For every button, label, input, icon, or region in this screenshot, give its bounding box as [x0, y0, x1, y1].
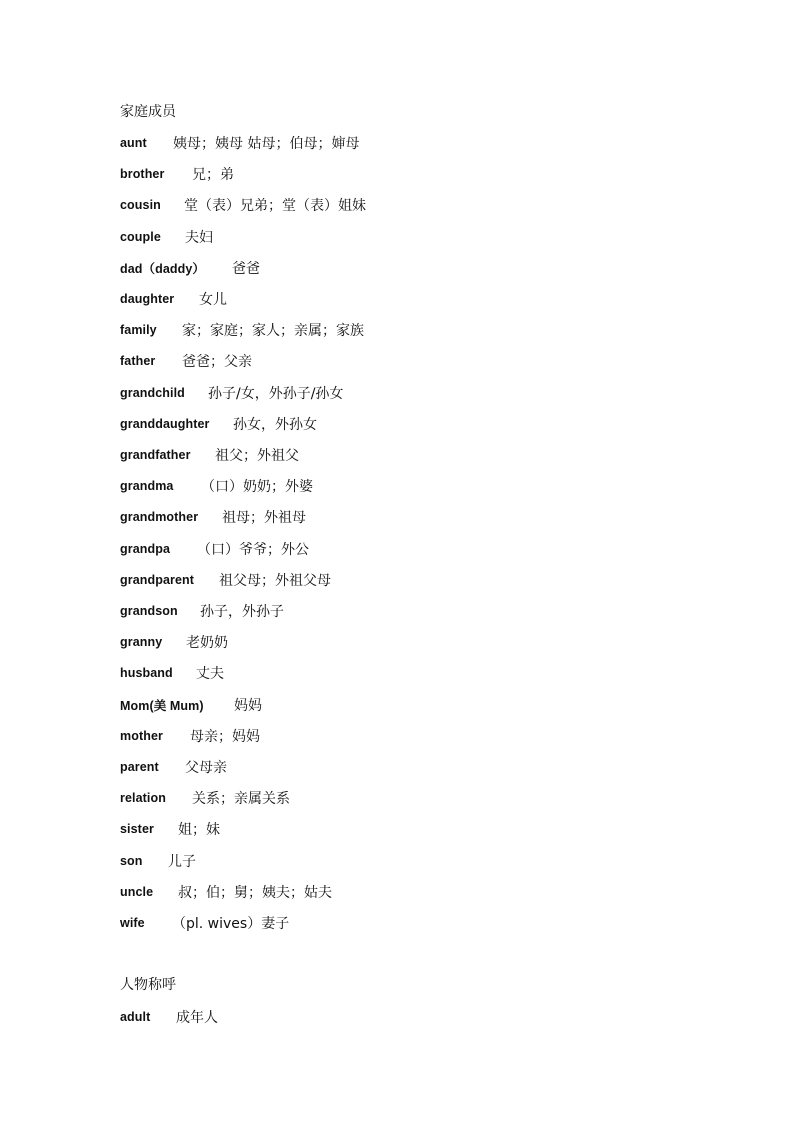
vocab-meaning: （pl. wives）妻子	[172, 916, 290, 932]
vocab-word: family	[120, 323, 157, 337]
vocab-entry	[120, 195, 366, 215]
vocab-meaning: （口）奶奶；外婆	[201, 479, 313, 495]
vocab-meaning: 祖父母；外祖父母	[219, 573, 331, 589]
vocab-word: cousin	[120, 198, 161, 212]
vocab-meaning: 祖母；外祖母	[222, 510, 306, 526]
vocab-entry	[120, 476, 313, 496]
vocab-entry	[120, 757, 227, 777]
vocab-meaning: 爸爸	[232, 261, 260, 277]
vocab-entry	[120, 788, 290, 808]
vocab-word: dad（daddy）	[120, 262, 206, 276]
vocab-entry	[120, 258, 260, 278]
vocab-meaning: 家；家庭；家人；亲属；家族	[182, 323, 364, 339]
vocab-word: granddaughter	[120, 417, 210, 431]
vocab-word: brother	[120, 167, 165, 181]
vocab-entry	[120, 320, 364, 340]
vocab-meaning: 关系；亲属关系	[192, 791, 290, 807]
vocab-entry	[120, 539, 309, 559]
vocab-word: couple	[120, 230, 161, 244]
vocab-meaning: 儿子	[168, 854, 196, 870]
vocab-meaning: 成年人	[176, 1010, 218, 1026]
vocab-meaning: 女儿	[199, 292, 227, 308]
vocab-meaning: 爸爸；父亲	[182, 354, 252, 370]
vocab-word: relation	[120, 791, 166, 805]
vocab-entry	[120, 351, 252, 371]
vocab-entry	[120, 445, 299, 465]
vocab-word: father	[120, 354, 156, 368]
vocab-entry	[120, 414, 317, 434]
vocab-entry	[120, 913, 289, 933]
vocab-word: grandpa	[120, 542, 171, 556]
vocab-word: grandfather	[120, 448, 191, 462]
vocab-entry	[120, 289, 227, 309]
vocab-entry	[120, 570, 331, 590]
section-title-person-titles: 人物称呼	[120, 977, 176, 993]
vocab-entry	[120, 507, 306, 527]
vocab-meaning: 父母亲	[185, 760, 227, 776]
vocab-meaning: 孙子/女，外孙子/孙女	[208, 386, 344, 402]
vocab-entry	[120, 632, 228, 652]
vocab-meaning: 孙女，外孙女	[233, 417, 317, 433]
vocab-word: son	[120, 854, 143, 868]
vocab-word: grandchild	[120, 386, 185, 400]
vocab-word: granny	[120, 635, 163, 649]
vocab-meaning: （口）爷爷；外公	[197, 542, 309, 558]
vocab-word: grandma	[120, 479, 174, 493]
vocab-meaning: 老奶奶	[186, 635, 228, 651]
vocab-entry	[120, 882, 332, 902]
vocab-word: grandparent	[120, 573, 195, 587]
vocab-meaning: 叔；伯；舅；姨夫；姑夫	[178, 885, 332, 901]
vocab-meaning: 夫妇	[185, 230, 213, 246]
vocab-meaning: 妈妈	[234, 698, 262, 714]
vocab-meaning: 姨母；姨母 姑母；伯母；婶母	[173, 136, 360, 152]
vocab-entry	[120, 663, 224, 683]
vocab-meaning: 母亲；妈妈	[190, 729, 260, 745]
vocab-entry	[120, 1007, 218, 1027]
vocab-meaning: 孙子，外孙子	[200, 604, 284, 620]
vocab-entry	[120, 726, 260, 746]
vocab-entry	[120, 164, 234, 184]
vocab-word: Mom(美 Mum)	[120, 699, 204, 713]
vocab-word: husband	[120, 666, 173, 680]
vocab-word: parent	[120, 760, 159, 774]
vocab-word: grandmother	[120, 510, 199, 524]
vocab-word: uncle	[120, 885, 154, 899]
vocab-meaning: 堂（表）兄弟；堂（表）姐妹	[184, 198, 366, 214]
vocab-word: grandson	[120, 604, 178, 618]
vocab-meaning: 丈夫	[196, 666, 224, 682]
vocab-entry	[120, 819, 220, 839]
vocab-meaning: 祖父；外祖父	[215, 448, 299, 464]
vocab-word: mother	[120, 729, 163, 743]
section-title-family-members: 家庭成员	[120, 104, 176, 120]
vocab-word: daughter	[120, 292, 175, 306]
vocab-word: aunt	[120, 136, 147, 150]
vocab-entry	[120, 383, 343, 403]
vocab-meaning: 姐；妹	[178, 822, 220, 838]
vocab-entry	[120, 851, 196, 871]
vocab-word: wife	[120, 916, 145, 930]
vocab-entry	[120, 133, 359, 153]
vocab-word: sister	[120, 822, 154, 836]
vocab-word: adult	[120, 1010, 151, 1024]
vocab-entry	[120, 601, 284, 621]
vocab-entry	[120, 227, 213, 247]
vocab-entry	[120, 695, 262, 715]
vocab-meaning: 兄；弟	[192, 167, 234, 183]
